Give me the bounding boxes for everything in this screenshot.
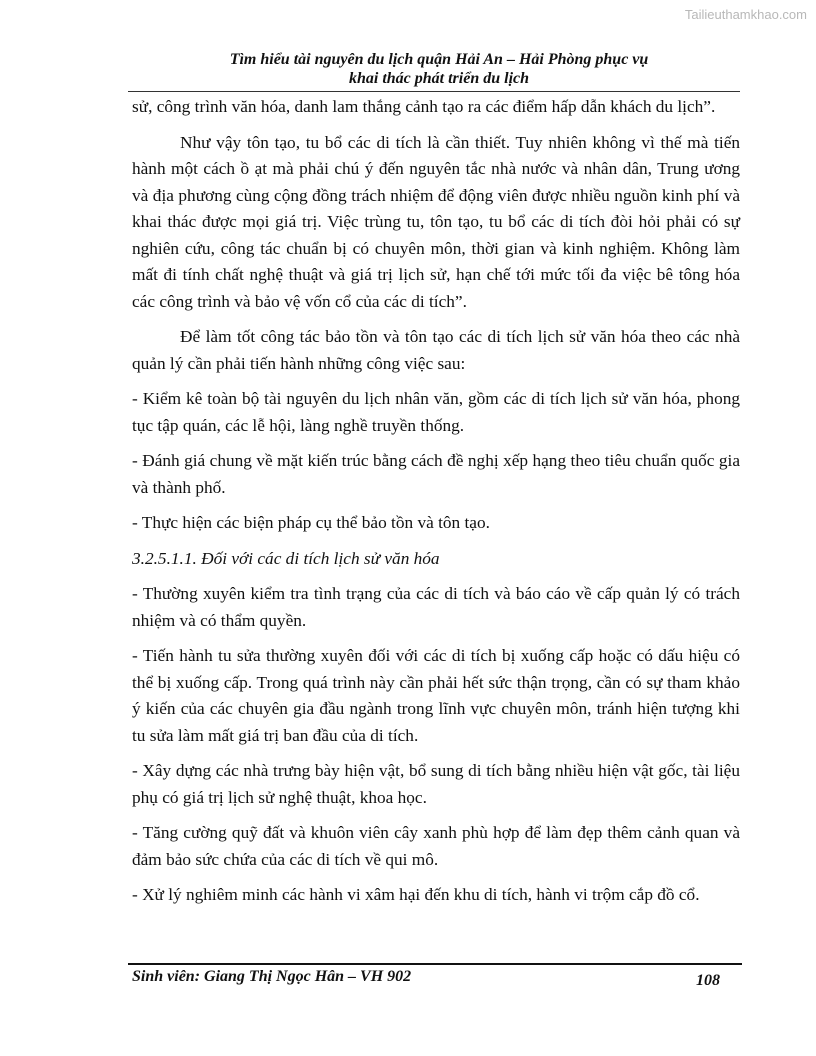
paragraph-continuation: sử, công trình văn hóa, danh lam thắng cảnh tạo ra các điểm hấp dẫn khách du lịch”. <box>132 97 716 116</box>
running-header <box>128 50 750 88</box>
footer-author: Sinh viên: Giang Thị Ngọc Hân – VH 902 <box>132 968 412 985</box>
document-body <box>132 94 740 918</box>
list-item-inspection: - Thường xuyên kiểm tra tình trạng của các di tích và báo cáo về cấp quản lý có trách nhiệm và có thẩm quyền. <box>132 584 740 630</box>
section-heading: 3.2.5.1.1. Đối với các di tích lịch sử văn hóa <box>132 548 440 568</box>
header-title-line-1: Tìm hiểu tài nguyên du lịch quận Hải An – Hải Phòng phục vụ <box>229 51 649 68</box>
list-item-inventory: - Kiểm kê toàn bộ tài nguyên du lịch nhân văn, gồm các di tích lịch sử văn hóa, phong tục tập quán, các lễ hội, làng nghề truyền thống. <box>132 389 740 435</box>
page-number: 108 <box>696 972 720 989</box>
header-title-line-2: khai thác phát triển du lịch <box>348 70 530 87</box>
list-item-violations: - Xử lý nghiêm minh các hành vi xâm hại đến khu di tích, hành vi trộm cắp đồ cổ. <box>132 885 700 904</box>
list-item-measures: - Thực hiện các biện pháp cụ thể bảo tồn và tôn tạo. <box>132 513 490 532</box>
list-item-exhibition: - Xây dựng các nhà trưng bày hiện vật, bổ sung di tích bằng nhiều hiện vật gốc, tài liệu phụ có giá trị lịch sử nghệ thuật, khoa học. <box>132 761 740 807</box>
paragraph-restoration: Như vậy tôn tạo, tu bổ các di tích là cần thiết. Tuy nhiên không vì thế mà tiến hành một cách ồ ạt mà phải chú ý đến nguyên tắc nhà nước và nhân dân, Trung ương và địa phương cùng cộng đồng trách nhiệm để động viên được nhiều nguồn kinh phí và khai thác được mọi giá trị. Việc trùng tu, tôn tạo, tu bổ các di tích đòi hỏi phải có sự nghiên cứu, công tác chuẩn bị có chuyên môn, thời gian và kinh nghiệm. Không làm mất đi tính chất nghệ thuật và giá trị lịch sử, hạn chế tới mức tối đa việc bê tông hóa các công trình và bảo vệ vốn cổ của các di tích”. <box>132 132 740 311</box>
list-item-assessment: - Đánh giá chung về mặt kiến trúc bằng cách đề nghị xếp hạng theo tiêu chuẩn quốc gia và thành phố. <box>132 451 740 497</box>
footer-divider <box>128 963 742 965</box>
paragraph-tasks-intro: Để làm tốt công tác bảo tồn và tôn tạo các di tích lịch sử văn hóa theo các nhà quản lý cần phải tiến hành những công việc sau: <box>132 327 740 373</box>
list-item-repair: - Tiến hành tu sửa thường xuyên đối với các di tích bị xuống cấp hoặc có dấu hiệu có thể bị xuống cấp. Trong quá trình này cần phải hết sức thận trọng, cần có sự tham khảo ý kiến của các chuyên gia đầu ngành trong lĩnh vực chuyên môn, tránh hiện tượng khi tu sửa làm mất giá trị ban đầu của di tích. <box>132 646 740 745</box>
watermark-text: Tailieuthamkhao.com <box>684 7 807 22</box>
list-item-land: - Tăng cường quỹ đất và khuôn viên cây xanh phù hợp để làm đẹp thêm cảnh quan và đảm bảo sức chứa của các di tích về qui mô. <box>132 823 740 869</box>
header-divider <box>128 91 740 92</box>
